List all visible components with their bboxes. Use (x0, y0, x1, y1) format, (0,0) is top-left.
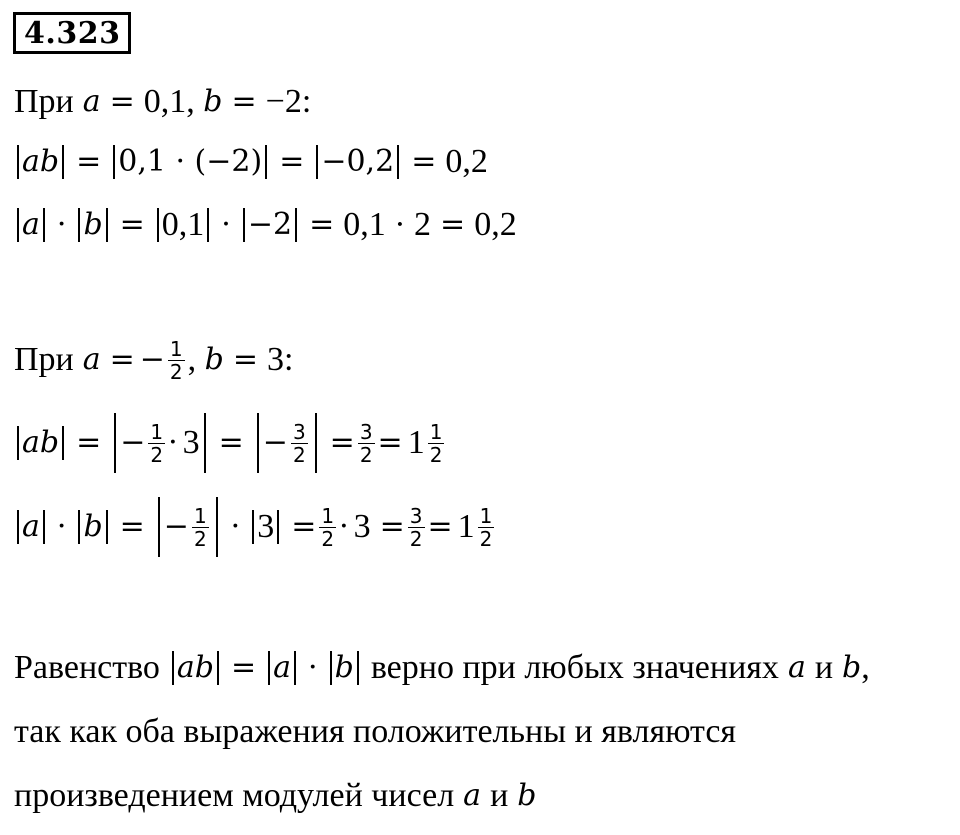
case1-abs-a: 0,1 (161, 206, 205, 243)
case2-intro: При (14, 341, 74, 378)
case1-a-value: 0,1 (143, 83, 187, 120)
conclusion-line-2: так как оба выражения положительны и являются (14, 713, 737, 750)
conclusion-line-1: Равенство ab = a · b верно при любых значениях a и b , (14, 649, 870, 686)
case1-prod-result: 0,2 (474, 206, 517, 243)
case1-ab-result: 0,2 (445, 143, 488, 180)
case1-ab-mid: −0,2 (321, 144, 395, 179)
case2-a-fraction: $\frac{1}{2}$ (169, 336, 183, 384)
conclusion-line-3: произведением модулей чисел a и b (14, 777, 537, 814)
problem-number: 4.323 (13, 12, 131, 54)
case1-ab-inner: 0,1 · (−2) (118, 144, 263, 179)
case2-condition: При a = − $\frac{1}{2}$ , b = 3 : (14, 336, 294, 384)
case1-condition: При a = 0,1 , b = −2 : (14, 83, 312, 120)
case1-prod: 0,1 · 2 (343, 206, 432, 243)
case1-abs-product: a · b = 0,1 · −2 = 0,1 · 2 = 0,2 (14, 195, 517, 255)
case1-b-value: −2 (265, 83, 302, 120)
case1-abs-b: −2 (247, 207, 293, 242)
case1-abs-ab: ab = 0,1 · (−2) = −0,2 = 0,2 (14, 132, 488, 192)
case2-abs-product: a · b = − $\frac{1}{2}$ · 3 = $\frac{1}{2}$ · 3 = $\frac{3}{2}$ = 1 $\frac{1}{2}$ (14, 497, 497, 557)
case2-b-value: 3 (267, 341, 285, 378)
case1-intro: При (14, 83, 74, 120)
case2-abs-ab: ab = − $\frac{1}{2}$ · 3 = − $\frac{3}{2}$ = $\frac{3}{2}$ = 1 $\frac{1}{2}$ (14, 413, 447, 473)
